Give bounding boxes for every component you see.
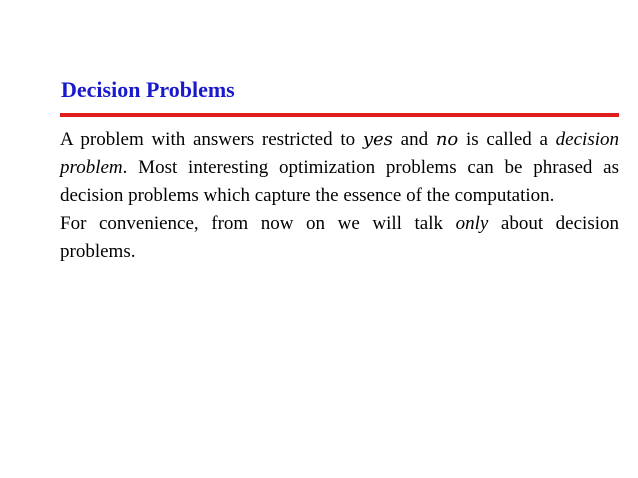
paragraph-definition	[60, 126, 619, 210]
emphasized-term: decision problem	[60, 129, 619, 178]
slide-body	[60, 126, 619, 266]
text-segment: . Most interesting optimization problems can be phrased as decision problems which capture the essence of the computation.	[60, 157, 619, 206]
slide-title: Decision Problems	[61, 77, 235, 102]
emphasized-only: only	[455, 213, 489, 234]
math-no: no	[435, 129, 459, 150]
math-yes: yes	[362, 129, 393, 150]
text-segment: about decision problems.	[60, 213, 620, 262]
text-segment: A problem with answers restricted to	[60, 129, 363, 150]
title-underline-rule	[60, 113, 619, 117]
text-segment: and	[392, 129, 436, 150]
text-segment: For convenience, from now on we will talk	[60, 213, 456, 234]
paragraph-convenience	[60, 210, 619, 266]
text-segment: is called a	[458, 129, 556, 150]
